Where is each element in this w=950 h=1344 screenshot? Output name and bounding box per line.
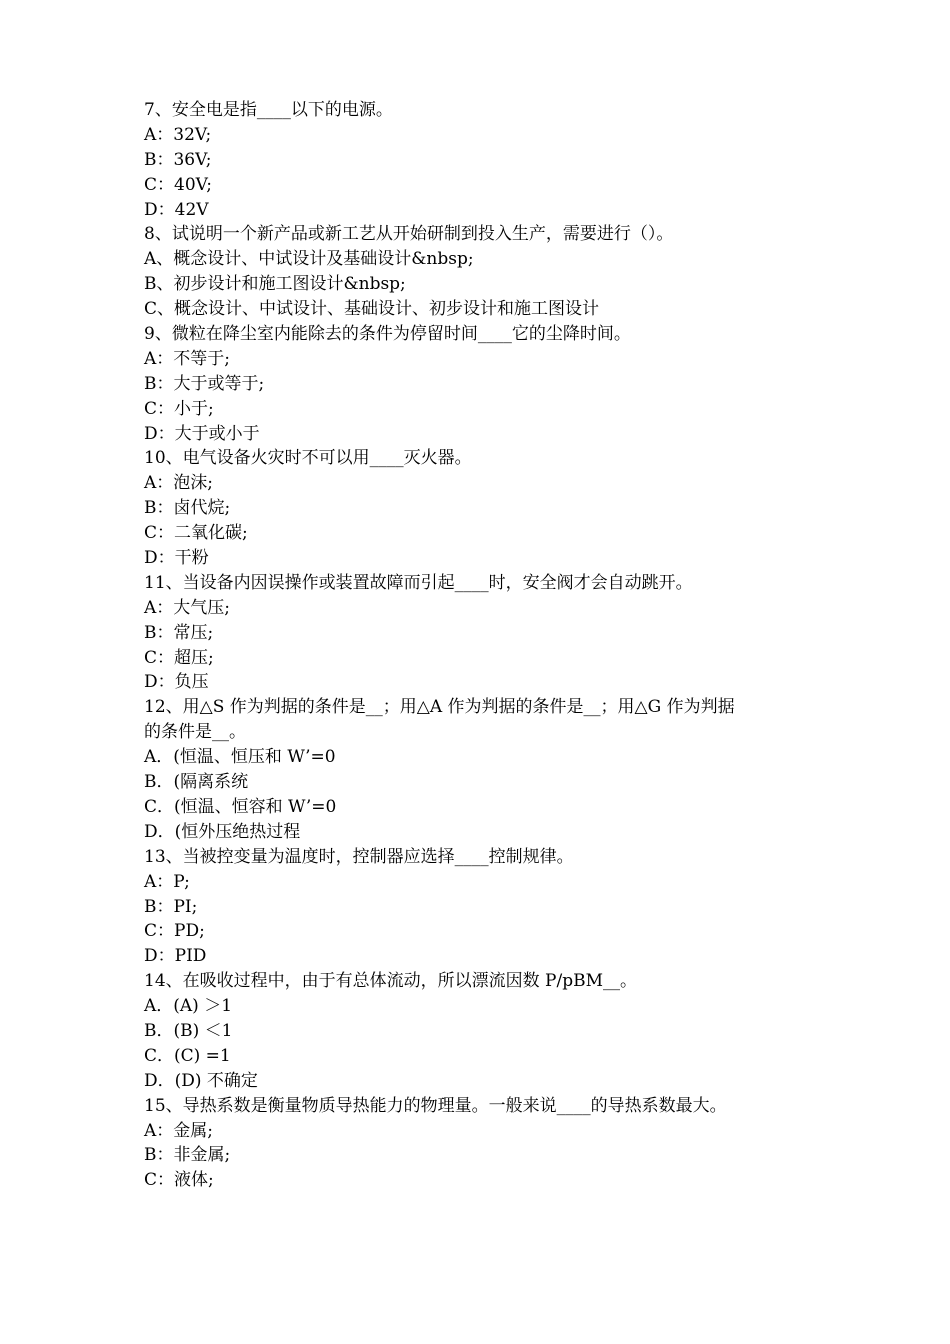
question-9-option-d: D：大于或小于 (144, 423, 260, 444)
question-7-option-a: A：32V; (144, 124, 212, 145)
question-13-option-a: A：P; (144, 871, 190, 892)
question-10-option-b: B：卤代烷; (144, 498, 231, 519)
question-9-stem: 9、微粒在降尘室内能除去的条件为停留时间____它的尘降时间。 (144, 324, 631, 345)
question-10-option-a: A：泡沫; (144, 473, 214, 494)
question-13-option-c: C：PD; (144, 921, 205, 942)
question-10-option-d: D：干粉 (144, 548, 209, 569)
question-14-option-d: D．(D) 不确定 (144, 1070, 258, 1091)
question-12-option-d: D．(恒外压绝热过程 (144, 821, 301, 842)
question-8-option-b: B、初步设计和施工图设计&nbsp; (144, 274, 406, 295)
question-11-option-d: D：负压 (144, 672, 209, 693)
question-10-option-c: C：二氧化碳; (144, 523, 248, 544)
question-7-option-b: B：36V; (144, 149, 212, 170)
question-15-option-a: A：金属; (144, 1120, 214, 1141)
question-12-option-a: A．(恒温、恒压和 W’=0 (144, 747, 336, 768)
question-12-option-b: B．(隔离系统 (144, 772, 249, 793)
question-14-option-c: C．(C) =1 (144, 1045, 231, 1066)
question-7-stem: 7、安全电是指____以下的电源。 (144, 100, 393, 120)
question-13-stem: 13、当被控变量为温度时，控制器应选择____控制规律。 (144, 846, 574, 867)
question-10-stem: 10、电气设备火灾时不可以用____灭火器。 (144, 448, 472, 469)
question-7-option-d: D：42V (144, 199, 209, 220)
question-11-stem: 11、当设备内因误操作或装置故障而引起____时，安全阀才会自动跳开。 (144, 572, 693, 593)
question-14-option-a: A．(A) ＞1 (144, 996, 233, 1017)
question-9-option-c: C：小于; (144, 398, 214, 419)
question-15-stem: 15、导热系数是衡量物质导热能力的物理量。一般来说____的导热系数最大。 (144, 1095, 727, 1116)
question-8-option-a: A、概念设计、中试设计及基础设计&nbsp; (144, 249, 474, 270)
question-11-option-a: A：大气压; (144, 597, 231, 618)
question-12-option-c: C．(恒温、恒容和 W’=0 (144, 796, 337, 817)
question-13-option-d: D：PID (144, 946, 207, 967)
question-14-option-b: B．(B) ＜1 (144, 1020, 233, 1041)
question-9-option-a: A：不等于; (144, 348, 231, 369)
question-12-stem-line-2: 的条件是__。 (144, 722, 246, 743)
question-7-option-c: C：40V; (144, 174, 212, 195)
question-14-stem: 14、在吸收过程中，由于有总体流动，所以漂流因数 P/pBM__。 (144, 971, 637, 992)
question-8-option-c: C、概念设计、中试设计、基础设计、初步设计和施工图设计 (144, 299, 600, 320)
question-9-option-b: B：大于或等于; (144, 373, 265, 394)
question-text-block (144, 98, 824, 1193)
question-15-option-c: C：液体; (144, 1170, 214, 1191)
question-8-stem: 8、试说明一个新产品或新工艺从开始研制到投入生产，需要进行（）。 (144, 224, 674, 245)
question-11-option-c: C：超压; (144, 647, 214, 668)
question-15-option-b: B：非金属; (144, 1145, 231, 1166)
question-12-stem-line-1: 12、用△S 作为判据的条件是__；用△A 作为判据的条件是__；用△G 作为判据 (144, 697, 735, 718)
question-13-option-b: B：PI; (144, 896, 198, 917)
question-11-option-b: B：常压; (144, 622, 214, 643)
